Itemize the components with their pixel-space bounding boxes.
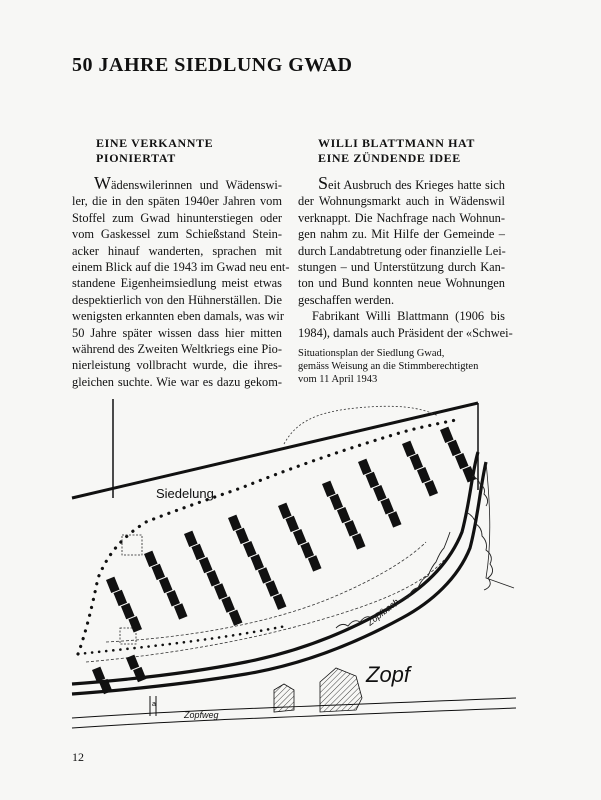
caption-line: gemäss Weisung an die Stimmberechtigten	[298, 361, 479, 372]
text-line: Wädenswilerinnen und Wädenswi-	[94, 173, 282, 193]
text-line: despektierlich von den Hühnerställen. Die	[72, 292, 282, 307]
right-column-heading	[318, 136, 475, 166]
text-line: ler, die in den späten 1940er Jahren vom	[72, 194, 282, 209]
heading-line: PIONIERTAT	[96, 151, 176, 165]
text-line: durch Landabtretung oder finanzielle Lei-	[298, 243, 506, 258]
heading-line: WILLI BLATTMANN HAT	[318, 136, 475, 150]
text-line: nierleistung vollbracht wurde, die ihres-	[72, 358, 282, 373]
text-line: einem Blick auf die 1943 im Gwad neu ent-	[72, 260, 290, 275]
left-column-heading	[96, 136, 213, 166]
label-marker: a	[152, 701, 156, 708]
drop-cap: W	[94, 173, 111, 193]
text-line: während des Zweiten Weltkriegs eine Pio-	[72, 342, 282, 357]
page-title: 50 JAHRE SIEDLUNG GWAD	[72, 54, 353, 76]
text-line: ton und Bund konnten neue Wohnungen	[298, 276, 505, 291]
text-line: vom Gaskessel zum Schießstand Stein-	[72, 227, 282, 242]
text-line: wenigsten erkannten eben damals, was wir	[72, 309, 284, 324]
text-line: stungen – und Unterstützung durch Kan-	[298, 260, 505, 275]
left-column-text	[72, 173, 290, 407]
text-line: Fabrikant Willi Blattmann (1906 bis	[312, 309, 505, 324]
text-line: der Wohnungsmarkt auch in Wädenswil	[298, 194, 505, 209]
text-line: verknappt. Die Nachfrage nach Wohnun-	[298, 210, 505, 225]
label-zopfbach: Zopfbach	[365, 596, 401, 628]
text-line: Seit Ausbruch des Krieges hatte sich	[318, 173, 505, 193]
text-line: acker hinauf wanderten, sprachen mit	[72, 243, 282, 258]
heading-line: EINE ZÜNDENDE IDEE	[318, 151, 461, 165]
drop-cap: S	[318, 173, 329, 193]
heading-line: EINE VERKANNTE	[96, 136, 214, 150]
text-line: gen nahm zu. Mit Hilfe der Gemeinde –	[298, 227, 505, 242]
site-plan	[66, 392, 516, 748]
label-zopf: Zopf	[366, 662, 411, 687]
figure-caption	[298, 347, 478, 386]
text-line: geschaffen werden.	[298, 292, 395, 307]
caption-line: vom 11 April 1943	[298, 374, 378, 385]
label-zopfweg: Zopfweg	[184, 710, 219, 720]
text-line: 1984), damals auch Präsident der «Schwei-	[298, 325, 513, 340]
text-line: gleichen suchte. Wie war es dazu gekom-	[72, 374, 282, 389]
text-line: Stoffel zum Gwad hinunterstiegen oder	[72, 210, 282, 225]
page-number: 12	[72, 750, 84, 764]
label-siedelung: Siedelung	[156, 486, 214, 501]
right-column-text	[298, 173, 513, 341]
text-line: 50 Jahre später wissen dass hier mitten	[72, 325, 282, 340]
text-line: standene Eigenheimsiedlung meist etwas	[72, 276, 282, 291]
caption-line: Situationsplan der Siedlung Gwad,	[298, 348, 445, 359]
